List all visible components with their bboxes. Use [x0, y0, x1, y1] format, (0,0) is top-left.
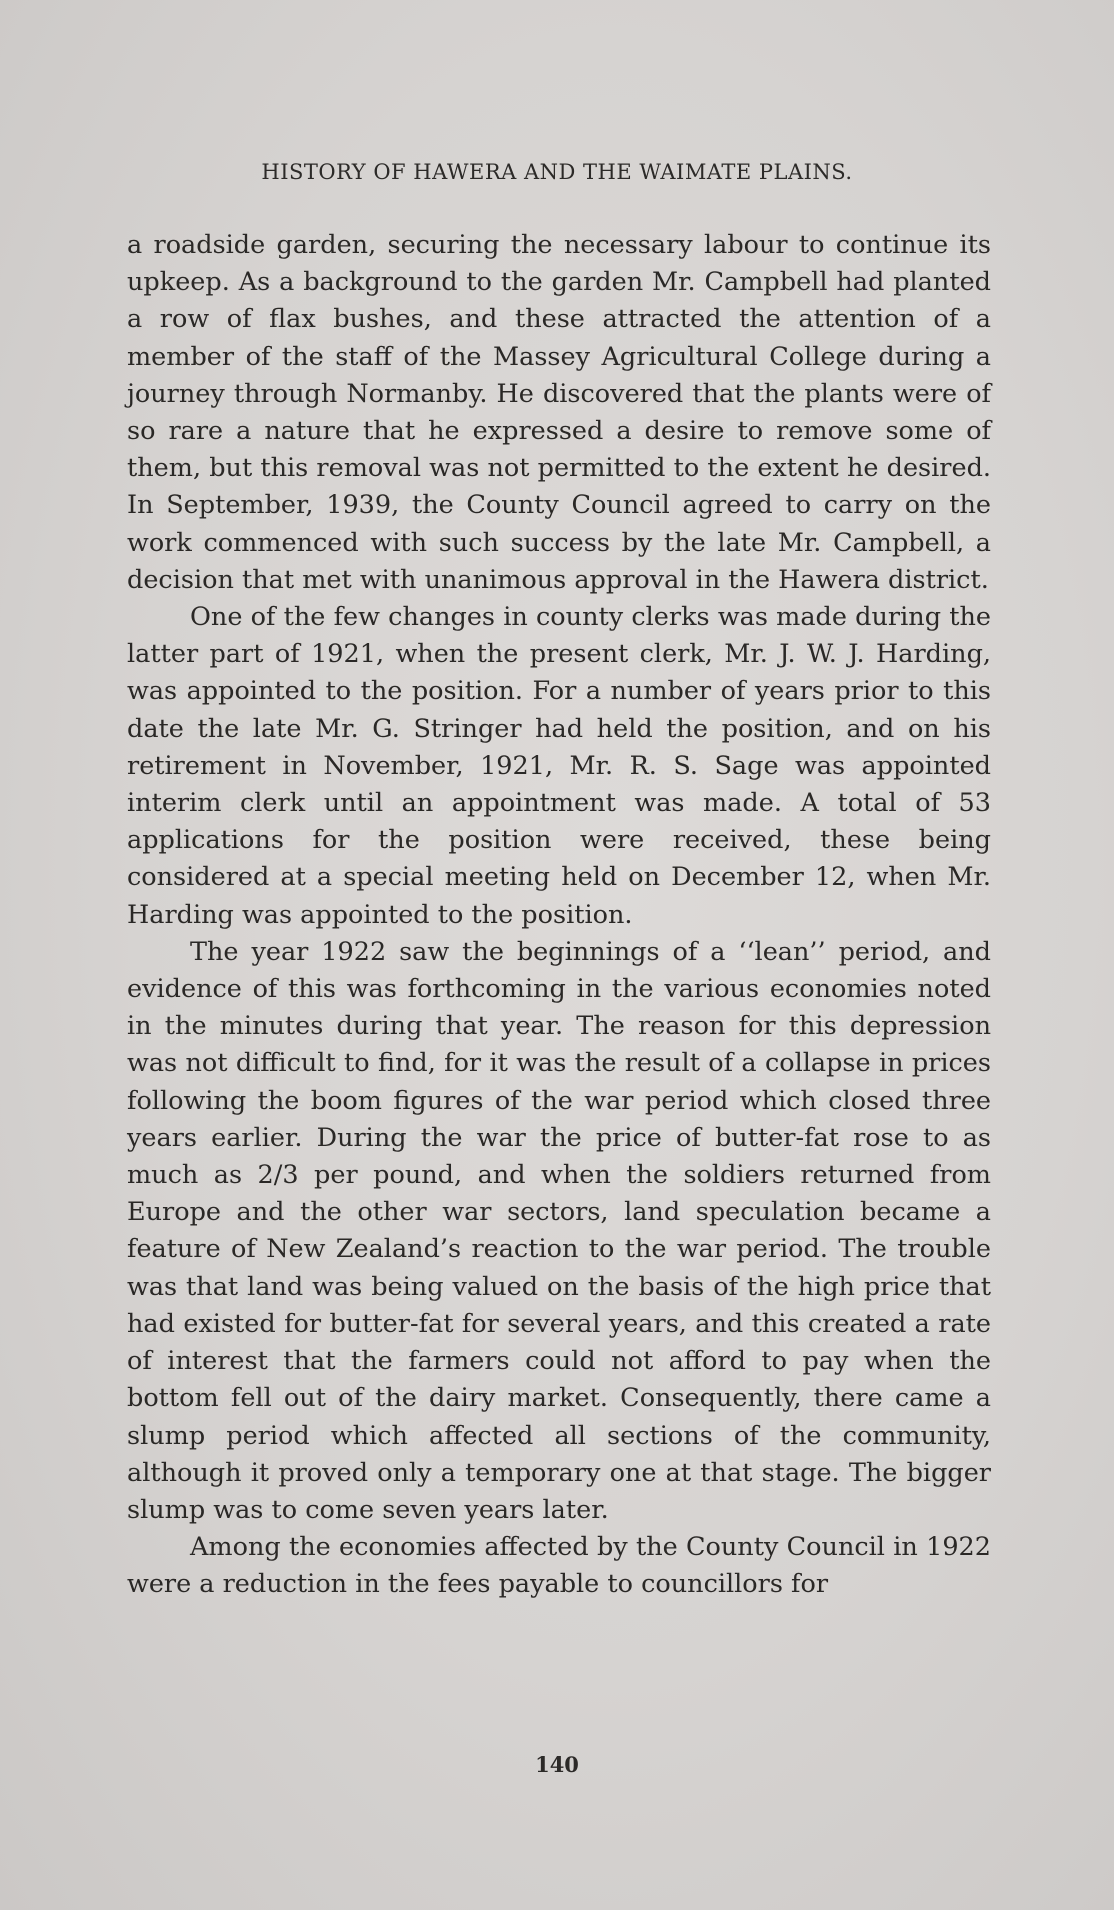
page-number: 140: [535, 1752, 579, 1777]
body-text: [127, 227, 991, 1604]
paragraph-county-clerks: One of the few changes in county clerks was made during the latter part of 1921, when the present clerk, Mr. J. W. J. Harding, was appointed to the position. For a number of years prior to this date the late Mr. G. Stringer had held the position, and on his retirement in November, 1921, Mr. R. S. Sage was appointed interim clerk until an appointment was made. A total of 53 applications for the position were received, these being considered at a special meeting held on December 12, when Mr. Harding was appointed to the position.: [127, 602, 991, 930]
running-head: HISTORY OF HAWERA AND THE WAIMATE PLAINS.: [261, 160, 853, 184]
paragraph-economies: Among the economies affected by the County Council in 1922 were a reduction in the fees payable to councillors for: [127, 1532, 991, 1600]
paragraph-lean-period: The year 1922 saw the beginnings of a ‘‘lean’’ period, and evidence of this was forthcoming in the various economies noted in the minutes during that year. The reason for this depression was not difficult to find, for it was the result of a collapse in prices following the boom figures of the war period which closed three years earlier. During the war the price of butter-fat rose to as much as 2/3 per pound, and when the soldiers returned from Europe and the other war sectors, land speculation became a feature of New Zealand’s reaction to the war period. The trouble was that land was being valued on the basis of the high price that had existed for butter-fat for several years, and this created a rate of interest that the farmers could not afford to pay when the bottom fell out of the dairy market. Consequently, there came a slump period which affected all sections of the community, although it proved only a temporary one at that stage. The bigger slump was to come seven years later.: [127, 936, 991, 1525]
paragraph-continued: a roadside garden, securing the necessary labour to continue its upkeep. As a background to the garden Mr. Campbell had planted a row of flax bushes, and these attracted the attention of a member of the staff of the Massey Agricultural College during a journey through Normanby. He discovered that the plants were of so rare a nature that he expressed a desire to remove some of them, but this removal was not permitted to the extent he desired. In September, 1939, the County Council agreed to carry on the work commenced with such success by the late Mr. Campbell, a decision that met with unanimous approval in the Hawera district.: [127, 230, 991, 595]
